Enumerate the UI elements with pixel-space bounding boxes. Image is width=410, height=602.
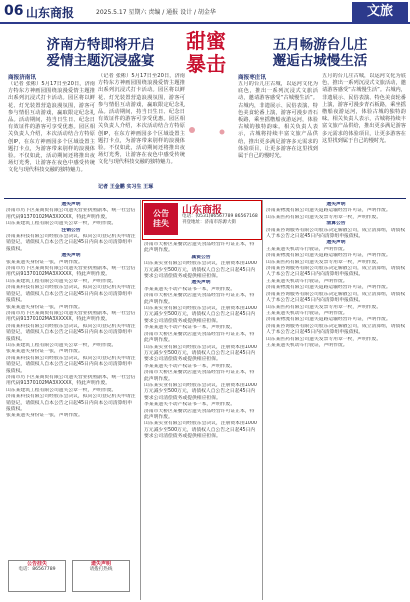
classified-item: 济南市历下区某商贸有限公司遗失营业执照副本，统一社会信用代码91370102MA3XXXXX，特此声明作废。 <box>6 310 136 323</box>
classified-item: 山东某医药有限公司遗失发票专用章一枚，声明作废。 <box>266 336 382 342</box>
classified-item: 济南市天桥区某餐饮店遗失食品经营许可证正本，特此声明作废。 <box>144 370 255 382</box>
classified-item: 李某某遗失不动产权证书一本，声明作废。 <box>144 286 236 292</box>
ad-brand: 山东商报 <box>182 205 222 216</box>
header-meta: 2025.5.17 星期六 责编 / 通报 设计 / 胡金华 <box>96 9 216 16</box>
classified-item: 遗失声明 <box>61 202 81 207</box>
mini-ad <box>8 560 66 592</box>
classified-item: 张某某遗失身份证一张，声明作废。 <box>6 413 83 419</box>
ad-badge-text: 公告 挂失 <box>153 209 169 228</box>
classified-item: 山东某建筑工程有限公司遗失公章一枚，声明作废。 <box>6 387 117 393</box>
mini-ad-text: 电话：86567789 <box>18 567 56 572</box>
classifieds-left <box>6 202 136 598</box>
left-headline-line1: 济南方特即将开启 <box>46 37 155 53</box>
page-number: 06 <box>4 3 24 19</box>
classified-item: 济南某咨询服务有限公司股东决定解散公司，成立清算组，请债权人于本公告之日起45日内向清算组申报债权。 <box>266 323 406 336</box>
classified-item: 济南市天桥区某餐饮店遗失食品经营许可证正本，特此声明作废。 <box>144 293 255 305</box>
classified-item: 济南某咨询服务有限公司股东决定解散公司，成立清算组，请债权人于本公告之日起45日内向清算组申报债权。 <box>266 227 406 240</box>
classified-item: 张某某遗失身份证一张，声明作废。 <box>6 259 83 265</box>
header-rule <box>0 22 410 24</box>
classified-item: 遗失声明 <box>191 280 211 286</box>
classified-item: 山东某医药有限公司遗失发票专用章一枚，声明作废。 <box>266 214 382 220</box>
classified-item: 减资公告 <box>191 254 211 260</box>
section-divider <box>4 198 406 199</box>
classified-item: 济南某科技有限公司经股东会决议，拟向公司登记机关申请注销登记，请债权人自本公告之日起45日内向本公司清算组申报债权。 <box>6 355 136 374</box>
classified-item: 遗失声明 <box>326 240 346 246</box>
classified-item: 王某某遗失机动车行驶证，声明作废。 <box>266 246 348 252</box>
ad-badge <box>144 203 178 235</box>
classified-item: 济南市历下区某商贸有限公司遗失营业执照副本，统一社会信用代码91370102MA3XXXXX，特此声明作废。 <box>6 374 136 387</box>
classified-item: 山东某实业有限公司经股东会决议，注册资本由1000万元减少至500万元，请债权人自公告之日起45日内要求公司清偿债务或提供相应担保。 <box>144 382 257 401</box>
classified-item: 济南某物流有限公司遗失道路运输经营许可证，声明作废。 <box>266 208 391 214</box>
classified-item: 济南市历下区某商贸有限公司遗失营业执照副本，统一社会信用代码91370102MA3XXXXX，特此声明作废。 <box>6 266 136 278</box>
classified-item: 李某某遗失不动产权证书一本，声明作废。 <box>144 402 236 408</box>
paper-name: 山东商报 <box>26 6 75 20</box>
heart-dot-icon <box>220 130 225 135</box>
classified-item: 王某某遗失机动车行驶证，声明作废。 <box>266 310 348 316</box>
right-byline: 商报枣庄讯 <box>238 75 266 81</box>
right-body-col1: 五月的台儿庄古城，以运河文化为底色，推出一系列沉浸式文旅活动，邀请游客感受“古城慢生活”。古城内，非遗展示、民俗表演、特色美食轮番上演，游客可漫步青石板路，乘坐摇橹船夜游运河，体验古城的独特韵味。相关负责人表示，古城将持续丰富文旅产品供给，推出更多满足游客多元需求的体验项目，让更多游客在这里找到属于自己的慢时光。 <box>238 81 318 160</box>
mini-ad-title: 遗失声明 <box>90 561 111 567</box>
heart-dot-icon <box>189 127 195 133</box>
classified-item: 济南市天桥区某餐饮店遗失食品经营许可证正本，特此声明作废。 <box>144 408 255 420</box>
classified-item: 张某某遗失身份证一张，声明作废。 <box>6 349 83 355</box>
left-body-col1: （记者 张彬）5月17日至20日，济南方特东方神画园围绕浪漫爱情主题推出系列沉浸式打卡活动。园区将以鲜花、灯光装置营造浪漫氛围，游客可参与情侣互动游戏，赢取限定纪念礼品。活动期间，持当日生日、纪念日有效证件的游客可享受优惠。园区相关负责人介绍，本次活动结合方特原创IP，在东方神画园多个区域设置主题打卡点，为游客带来别样的浪漫体验。不仅如此，活动期间还将推出夜场灯光秀，让游客在夜色中感受传统文化与现代科技交融的独特魅力。 <box>8 81 95 174</box>
classified-item: 山东某医药有限公司遗失发票专用章一枚，声明作废。 <box>266 304 382 310</box>
right-headline-line1: 五月畅游台儿庄 <box>272 37 368 53</box>
left-byline: 商报济南讯 <box>8 75 36 81</box>
classified-item: 济南某咨询服务有限公司股东决定解散公司，成立清算组，请债权人于本公告之日起45日内向清算组申报债权。 <box>266 291 406 304</box>
classified-item: 清算公告 <box>326 221 346 227</box>
mini-ad-title: 公告挂失 <box>26 561 47 567</box>
classifieds-right <box>266 202 406 598</box>
classified-item: 济南市天桥区某餐饮店遗失食品经营许可证正本，特此声明作废。 <box>144 242 255 254</box>
column-divider <box>262 200 263 600</box>
classified-item: 山东某建筑工程有限公司遗失公章一枚，声明作废。 <box>6 342 117 348</box>
classified-item: 山东某建筑工程有限公司遗失公章一枚，声明作废。 <box>6 278 117 284</box>
classified-item: 济南某科技有限公司经股东会决议，拟向公司登记机关申请注销登记，请债权人自本公告之日起45日内向本公司清算组申报债权。 <box>6 285 136 304</box>
classified-item: 山东某实业有限公司经股东会决议，注册资本由1000万元减少至500万元，请债权人自公告之日起45日内要求公司清偿债务或提供相应担保。 <box>144 421 257 440</box>
banner-title: 甜蜜暴击 <box>186 29 226 76</box>
classified-item: 王某某遗失机动车行驶证，声明作废。 <box>266 342 348 348</box>
classified-item: 李某某遗失不动产权证书一本，声明作废。 <box>144 325 236 331</box>
classified-item: 济南某物流有限公司遗失道路运输经营许可证，声明作废。 <box>266 253 391 259</box>
mini-ad <box>72 560 130 592</box>
left-body-col2: （记者 张彬）5月17日至20日，济南方特东方神画园围绕浪漫爱情主题推出系列沉浸式打卡活动。园区将以鲜花、灯光装置营造浪漫氛围，游客可参与情侣互动游戏，赢取限定纪念礼品。活动期间，持当日生日、纪念日有效证件的游客可享受优惠。园区相关负责人介绍，本次活动结合方特原创IP，在东方神画园多个区域设置主题打卡点，为游客带来别样的浪漫体验。不仅如此，活动期间还将推出夜场灯光秀，让游客在夜色中感受传统文化与现代科技交融的独特魅力。 <box>98 73 185 166</box>
section-label: 文旅 <box>352 2 408 22</box>
banner-hearts <box>184 26 230 138</box>
classified-item: 济南某科技有限公司经股东会决议，拟向公司登记机关申请注销登记，请债权人自本公告之日起45日内向本公司清算组申报债权。 <box>6 394 136 412</box>
ad-subtitle: 电话：(0531)86567789 86567168 刊登地址：济南市泺源大街 <box>182 214 258 225</box>
classified-item: 遗失声明 <box>326 202 346 207</box>
classified-item: 济南某咨询服务有限公司股东决定解散公司，成立清算组，请债权人于本公告之日起45日内向清算组申报债权。 <box>266 266 406 278</box>
classified-item: 遗失声明 <box>61 253 81 259</box>
classified-item: 李某某遗失不动产权证书一本，声明作废。 <box>144 363 236 369</box>
classified-item: 济南市历下区某商贸有限公司遗失营业执照副本，统一社会信用代码91370102MA3XXXXX，特此声明作废。 <box>6 208 136 220</box>
mini-ad-text: 请拨打热线 <box>89 567 113 572</box>
classified-item: 张某某遗失身份证一张，声明作废。 <box>6 304 83 310</box>
column-divider <box>140 200 141 600</box>
right-body-col2: 五月的台儿庄古城，以运河文化为底色，推出一系列沉浸式文旅活动，邀请游客感受“古城慢生活”。古城内，非遗展示、民俗表演、特色美食轮番上演，游客可漫步青石板路，乘坐摇橹船夜游运河，体验古城的独特韵味。相关负责人表示，古城将持续丰富文旅产品供给，推出更多满足游客多元需求的体验项目，让更多游客在这里找到属于自己的慢时光。 <box>322 73 406 144</box>
classified-item: 山东某实业有限公司经股东会决议，注册资本由1000万元减少至500万元，请债权人自公告之日起45日内要求公司清偿债务或提供相应担保。 <box>144 261 257 280</box>
classified-item: 注销公告 <box>61 227 81 233</box>
classified-item: 山东某实业有限公司经股东会决议，注册资本由1000万元减少至500万元，请债权人自公告之日起45日内要求公司清偿债务或提供相应担保。 <box>144 306 257 324</box>
right-headline-line2: 邂逅古城慢生活 <box>272 53 368 69</box>
classified-item: 济南市天桥区某餐饮店遗失食品经营许可证正本，特此声明作废。 <box>144 331 255 344</box>
classified-item: 济南某物流有限公司遗失道路运输经营许可证，声明作废。 <box>266 285 391 291</box>
classified-item: 王某某遗失机动车行驶证，声明作废。 <box>266 278 348 284</box>
classifieds-middle <box>144 242 258 598</box>
classified-item: 山东某医药有限公司遗失发票专用章一枚，声明作废。 <box>266 259 382 265</box>
classified-item: 山东某实业有限公司经股东会决议，注册资本由1000万元减少至500万元，请债权人自公告之日起45日内要求公司清偿债务或提供相应担保。 <box>144 344 257 363</box>
left-headline-line2: 爱情主题沉浸盛宴 <box>46 53 155 69</box>
classified-item: 济南某科技有限公司经股东会决议，拟向公司登记机关申请注销登记，请债权人自本公告之日起45日内向本公司清算组申报债权。 <box>6 323 136 342</box>
classified-item: 济南某科技有限公司经股东会决议，拟向公司登记机关申请注销登记，请债权人自本公告之日起45日内向本公司清算组申报债权。 <box>6 234 136 252</box>
classified-item: 山东某建筑工程有限公司遗失公章一枚，声明作废。 <box>6 221 117 227</box>
classified-item: 济南某物流有限公司遗失道路运输经营许可证，声明作废。 <box>266 317 391 323</box>
left-reporter: 记者 王金鹏 实习生 王琢 <box>98 184 154 190</box>
